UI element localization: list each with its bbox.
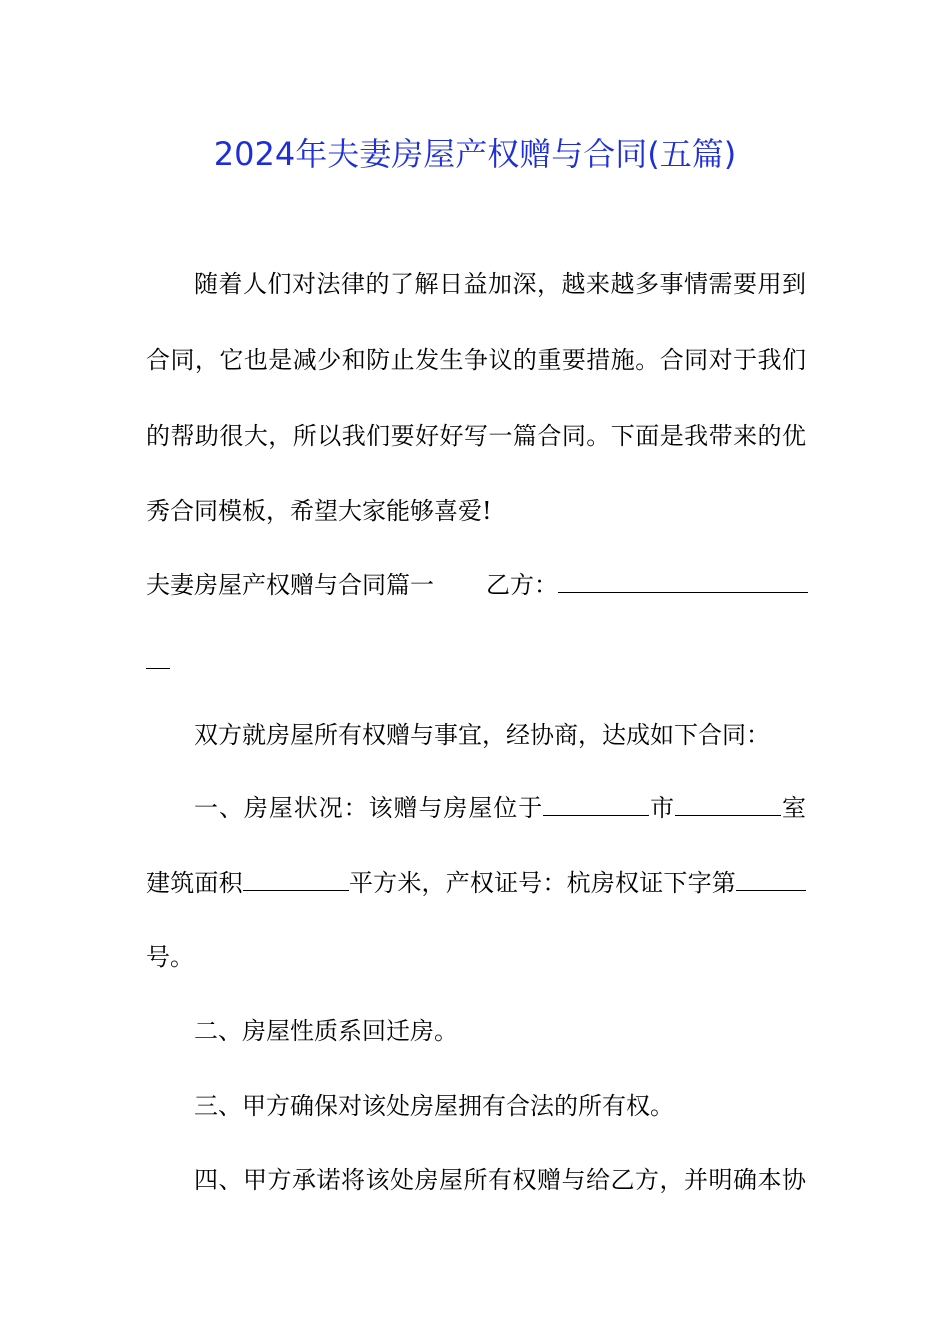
intro-line-3: 的帮助很大，所以我们要好好写一篇合同。下面是我带来的优: [146, 422, 806, 450]
clause-1-blank-certificate-number: [736, 866, 806, 891]
section-heading-row: [146, 567, 806, 603]
clause-1-blank-location: [543, 791, 649, 816]
section-heading: 夫妻房屋产权赠与合同篇一: [146, 571, 434, 599]
clause-3: 三、甲方确保对该处房屋拥有合法的所有权。: [194, 1092, 674, 1120]
clause-1-blank-area: [243, 866, 349, 891]
clause-1-line-3: 号。: [146, 943, 194, 971]
agreement-paragraph: 双方就房屋所有权赠与事宜，经协商，达成如下合同：: [194, 721, 770, 749]
party-b-blank-continuation: [146, 668, 170, 669]
clause-1-line-1-suffix: 室: [781, 794, 807, 822]
clause-1-line-2: [146, 865, 806, 901]
document-title: 2024年夫妻房屋产权赠与合同(五篇): [213, 135, 737, 173]
clause-1-line-2-middle: 平方米，产权证号：杭房权证下字第: [348, 869, 737, 897]
party-b-label: 乙方：: [486, 571, 558, 599]
clause-1-line-1: [194, 790, 806, 826]
clause-1-line-1-middle: 市: [649, 794, 676, 822]
party-b-name-blank: [558, 568, 808, 593]
intro-line-1: 随着人们对法律的了解日益加深，越来越多事情需要用到: [194, 270, 806, 298]
intro-line-2: 合同，它也是减少和防止发生争议的重要措施。合同对于我们: [146, 346, 806, 374]
clause-1-line-1-prefix: 一、房屋状况：该赠与房屋位于: [194, 794, 544, 822]
clause-1-blank-room: [675, 791, 781, 816]
clause-4-line-1: 四、甲方承诺将该处房屋所有权赠与给乙方，并明确本协: [194, 1166, 806, 1194]
clause-1-line-2-prefix: 建筑面积: [146, 869, 243, 897]
clause-2: 二、房屋性质系回迁房。: [194, 1017, 458, 1045]
intro-line-4: 秀合同模板，希望大家能够喜爱!: [146, 497, 492, 525]
